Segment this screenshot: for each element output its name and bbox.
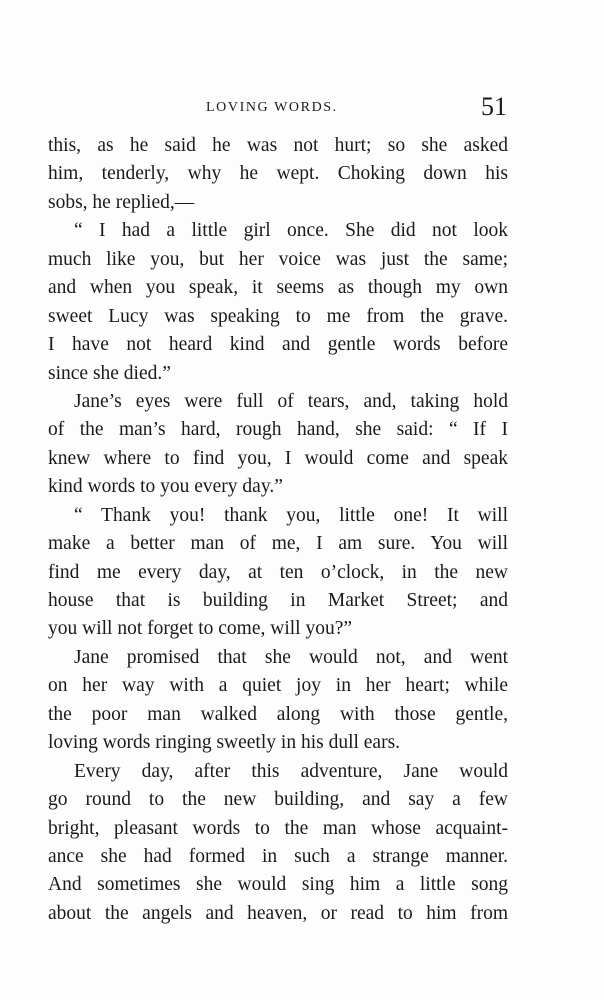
text-line: him, tenderly, why he wept. Choking down his	[48, 163, 508, 185]
page-number: 51	[481, 92, 507, 121]
text-line: Every day, after this adventure, Jane would	[74, 760, 508, 782]
body-text	[48, 132, 508, 928]
running-title: LOVING WORDS.	[206, 100, 338, 115]
text-line: sobs, he replied,—	[48, 191, 195, 213]
running-head	[0, 92, 604, 121]
text-line: on her way with a quiet joy in her heart; while	[48, 675, 508, 697]
text-line: since she died.”	[48, 362, 171, 384]
text-line: find me every day, at ten o’clock, in the new	[48, 561, 508, 583]
text-line: knew where to find you, I would come and speak	[48, 447, 508, 469]
text-line: go round to the new building, and say a few	[48, 789, 508, 811]
text-line: of the man’s hard, rough hand, she said: “ If I	[48, 419, 508, 441]
text-line: And sometimes she would sing him a little song	[48, 874, 508, 896]
text-line: kind words to you every day.”	[48, 476, 283, 498]
text-line: ance she had formed in such a strange manner.	[48, 845, 508, 867]
text-line: the poor man walked along with those gentle,	[48, 703, 508, 725]
text-line: I have not heard kind and gentle words before	[48, 334, 508, 356]
text-line: much like you, but her voice was just the same;	[48, 248, 508, 270]
text-line: bright, pleasant words to the man whose acquaint-	[48, 817, 508, 839]
text-line: this, as he said he was not hurt; so she asked	[48, 135, 508, 156]
text-line: loving words ringing sweetly in his dull ears.	[48, 732, 401, 754]
text-line: and when you speak, it seems as though my own	[48, 277, 508, 299]
text-line: house that is building in Market Street; and	[48, 590, 508, 611]
text-line: Jane promised that she would not, and went	[74, 646, 508, 668]
text-line: “ I had a little girl once. She did not look	[74, 220, 508, 242]
text-line: “ Thank you! thank you, little one! It will	[74, 504, 508, 526]
text-line: sweet Lucy was speaking to me from the grave.	[48, 305, 508, 327]
text-line: Jane’s eyes were full of tears, and, taking hold	[74, 390, 508, 412]
text-line: make a better man of me, I am sure. You will	[48, 533, 508, 555]
text-line: about the angels and heaven, or read to him from	[48, 902, 508, 924]
text-line: you will not forget to come, will you?”	[48, 618, 353, 640]
